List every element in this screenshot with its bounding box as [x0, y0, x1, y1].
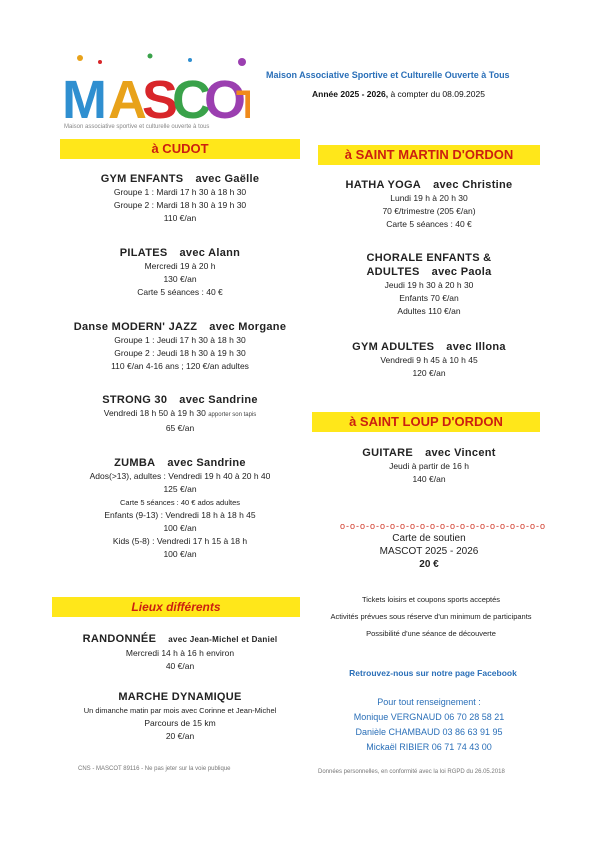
activity-modern-jazz — [52, 320, 308, 373]
contacts — [316, 695, 542, 755]
banner-lieux-differents: Lieux différents — [52, 597, 300, 617]
activity-price: Enfants 70 €/an — [399, 293, 459, 303]
season-start: à compter du 08.09.2025 — [388, 89, 485, 99]
activity-price: 120 €/an — [412, 368, 446, 378]
activity-gym-enfants — [52, 172, 308, 225]
contact-line: Danièle CHAMBAUD 03 86 63 91 95 — [355, 727, 503, 737]
season-dates — [312, 89, 485, 99]
activity-line: Groupe 2 : Mardi 18 h 30 à 19 h 30 — [113, 200, 247, 210]
activity-title: MARCHE DYNAMIQUE — [118, 691, 242, 703]
activity-title: GUITARE avec Vincent — [362, 447, 496, 459]
activity-line: Groupe 1 : Jeudi 17 h 30 à 18 h 30 — [114, 335, 246, 345]
activity-line: Un dimanche matin par mois avec Corinne et Jean-Michel — [83, 706, 277, 715]
activity-line: Mercredi 14 h à 16 h environ — [125, 648, 235, 658]
facebook-link[interactable]: Retrouvez-nous sur notre page Facebook — [349, 668, 517, 678]
activity-title-2: ADULTES avec Paola — [366, 266, 492, 278]
activity-hatha-yoga — [316, 178, 542, 231]
soutien-price: 20 € — [419, 559, 439, 570]
activity-line: Parcours de 15 km — [144, 718, 216, 728]
activity-price: 140 €/an — [412, 474, 446, 484]
mascot-logo — [60, 50, 250, 130]
activity-price: 130 €/an — [163, 274, 197, 284]
activity-title: Danse MODERN' JAZZ avec Morgane — [73, 321, 287, 333]
activity-line: Jeudi à partir de 16 h — [389, 461, 469, 471]
svg-text:C: C — [172, 70, 211, 130]
activity-price: 100 €/an — [163, 523, 197, 533]
activity-title: ZUMBA avec Sandrine — [114, 457, 246, 469]
activity-price: 70 €/trimestre (205 €/an) — [382, 206, 476, 216]
note-line: Tickets loisirs et coupons sports acceptés — [361, 595, 501, 604]
activity-line: Vendredi 9 h 45 à 10 h 45 — [380, 355, 478, 365]
org-name: Maison Associative Sportive et Culturelle Ouverte à Tous — [266, 70, 510, 80]
notes — [306, 591, 556, 642]
contacts-heading: Pour tout renseignement : — [377, 697, 481, 707]
activity-price: 20 €/an — [165, 731, 195, 741]
activity-line: Mercredi 19 à 20 h — [144, 261, 216, 271]
note-line: Activités prévues sous réserve d'un minimum de participants — [330, 612, 532, 621]
activity-line: Carte 5 séances : 40 € — [386, 219, 472, 229]
activity-marche-dynamique — [52, 690, 308, 743]
activity-line: Ados(>13), adultes : Vendredi 19 h 40 à 20 h 40 — [89, 471, 271, 481]
soutien-season: MASCOT 2025 - 2026 — [379, 546, 479, 557]
activity-title: GYM ENFANTS avec Gaëlle — [100, 173, 260, 185]
svg-text:O: O — [204, 70, 247, 130]
svg-text:M: M — [62, 70, 107, 130]
contact-line: Monique VERGNAUD 06 70 28 58 21 — [353, 712, 505, 722]
activity-randonnee — [52, 632, 308, 673]
activity-pilates — [52, 246, 308, 299]
activity-guitare — [316, 446, 542, 486]
activity-price: 40 €/an — [165, 661, 195, 671]
banner-saint-martin: à SAINT MARTIN D'ORDON — [318, 145, 540, 165]
activity-line: Jeudi 19 h 30 à 20 h 30 — [384, 280, 474, 290]
svg-text:S: S — [142, 70, 179, 130]
activity-line: Carte 5 séances : 40 € ados adultes — [119, 498, 241, 507]
activity-price: 100 €/an — [163, 549, 197, 559]
activity-line: Kids (5-8) : Vendredi 17 h 15 à 18 h — [112, 536, 248, 546]
activity-line: Groupe 1 : Mardi 17 h 30 à 18 h 30 — [113, 187, 247, 197]
activity-price: 65 €/an — [165, 423, 195, 433]
carte-soutien — [316, 532, 542, 571]
banner-cudot: à CUDOT — [60, 139, 300, 159]
activity-strong-30 — [52, 393, 308, 435]
footer-left: CNS - MASCOT 89116 - Ne pas jeter sur la voie publique — [78, 766, 231, 772]
activity-title: CHORALE ENFANTS & — [366, 252, 492, 264]
activity-title: GYM ADULTES avec Illona — [352, 341, 506, 353]
contact-line: Mickaël RIBIER 06 71 74 43 00 — [366, 742, 492, 752]
footer-right: Données personnelles, en conformité avec la loi RGPD du 26.05.2018 — [318, 769, 505, 775]
logo-tagline: Maison associative sportive et culturelle ouverte à tous — [64, 124, 210, 130]
season-year: Année 2025 - 2026, — [312, 89, 389, 99]
activity-title: STRONG 30 avec Sandrine — [102, 394, 258, 406]
activity-title: RANDONNÉE avec Jean-Michel et Daniel — [82, 633, 278, 645]
strong-note: apporter son tapis — [208, 412, 257, 418]
activity-line: Enfants (9-13) : Vendredi 18 h à 18 h 45 — [104, 510, 256, 520]
activity-line: Vendredi 18 h 50 à 19 h 30 apporter son tapis — [103, 408, 257, 418]
svg-text:A: A — [108, 70, 147, 130]
soutien-label: Carte de soutien — [392, 533, 466, 544]
activity-chorale — [316, 251, 542, 318]
activity-gym-adultes — [316, 340, 542, 380]
activity-price: Adultes 110 €/an — [397, 306, 461, 316]
activity-title: PILATES avec Alann — [119, 247, 241, 259]
banner-saint-loup: à SAINT LOUP D'ORDON — [312, 412, 540, 432]
activity-line: Carte 5 séances : 40 € — [137, 287, 223, 297]
activity-title: HATHA YOGA avec Christine — [345, 179, 513, 191]
activity-line: Lundi 19 h à 20 h 30 — [390, 193, 468, 203]
svg-text:T: T — [236, 83, 250, 127]
activity-price: 110 €/an — [163, 213, 197, 223]
activity-price: 110 €/an 4-16 ans ; 120 €/an adultes — [111, 361, 249, 371]
activity-price: 125 €/an — [163, 484, 197, 494]
activity-line: Groupe 2 : Jeudi 18 h 30 à 19 h 30 — [114, 348, 246, 358]
note-line: Possibilité d'une séance de découverte — [366, 629, 496, 638]
dotted-divider: o-o-o-o-o-o-o-o-o-o-o-o-o-o-o-o-o-o-o-o-o — [340, 521, 547, 531]
activity-zumba — [52, 456, 308, 561]
